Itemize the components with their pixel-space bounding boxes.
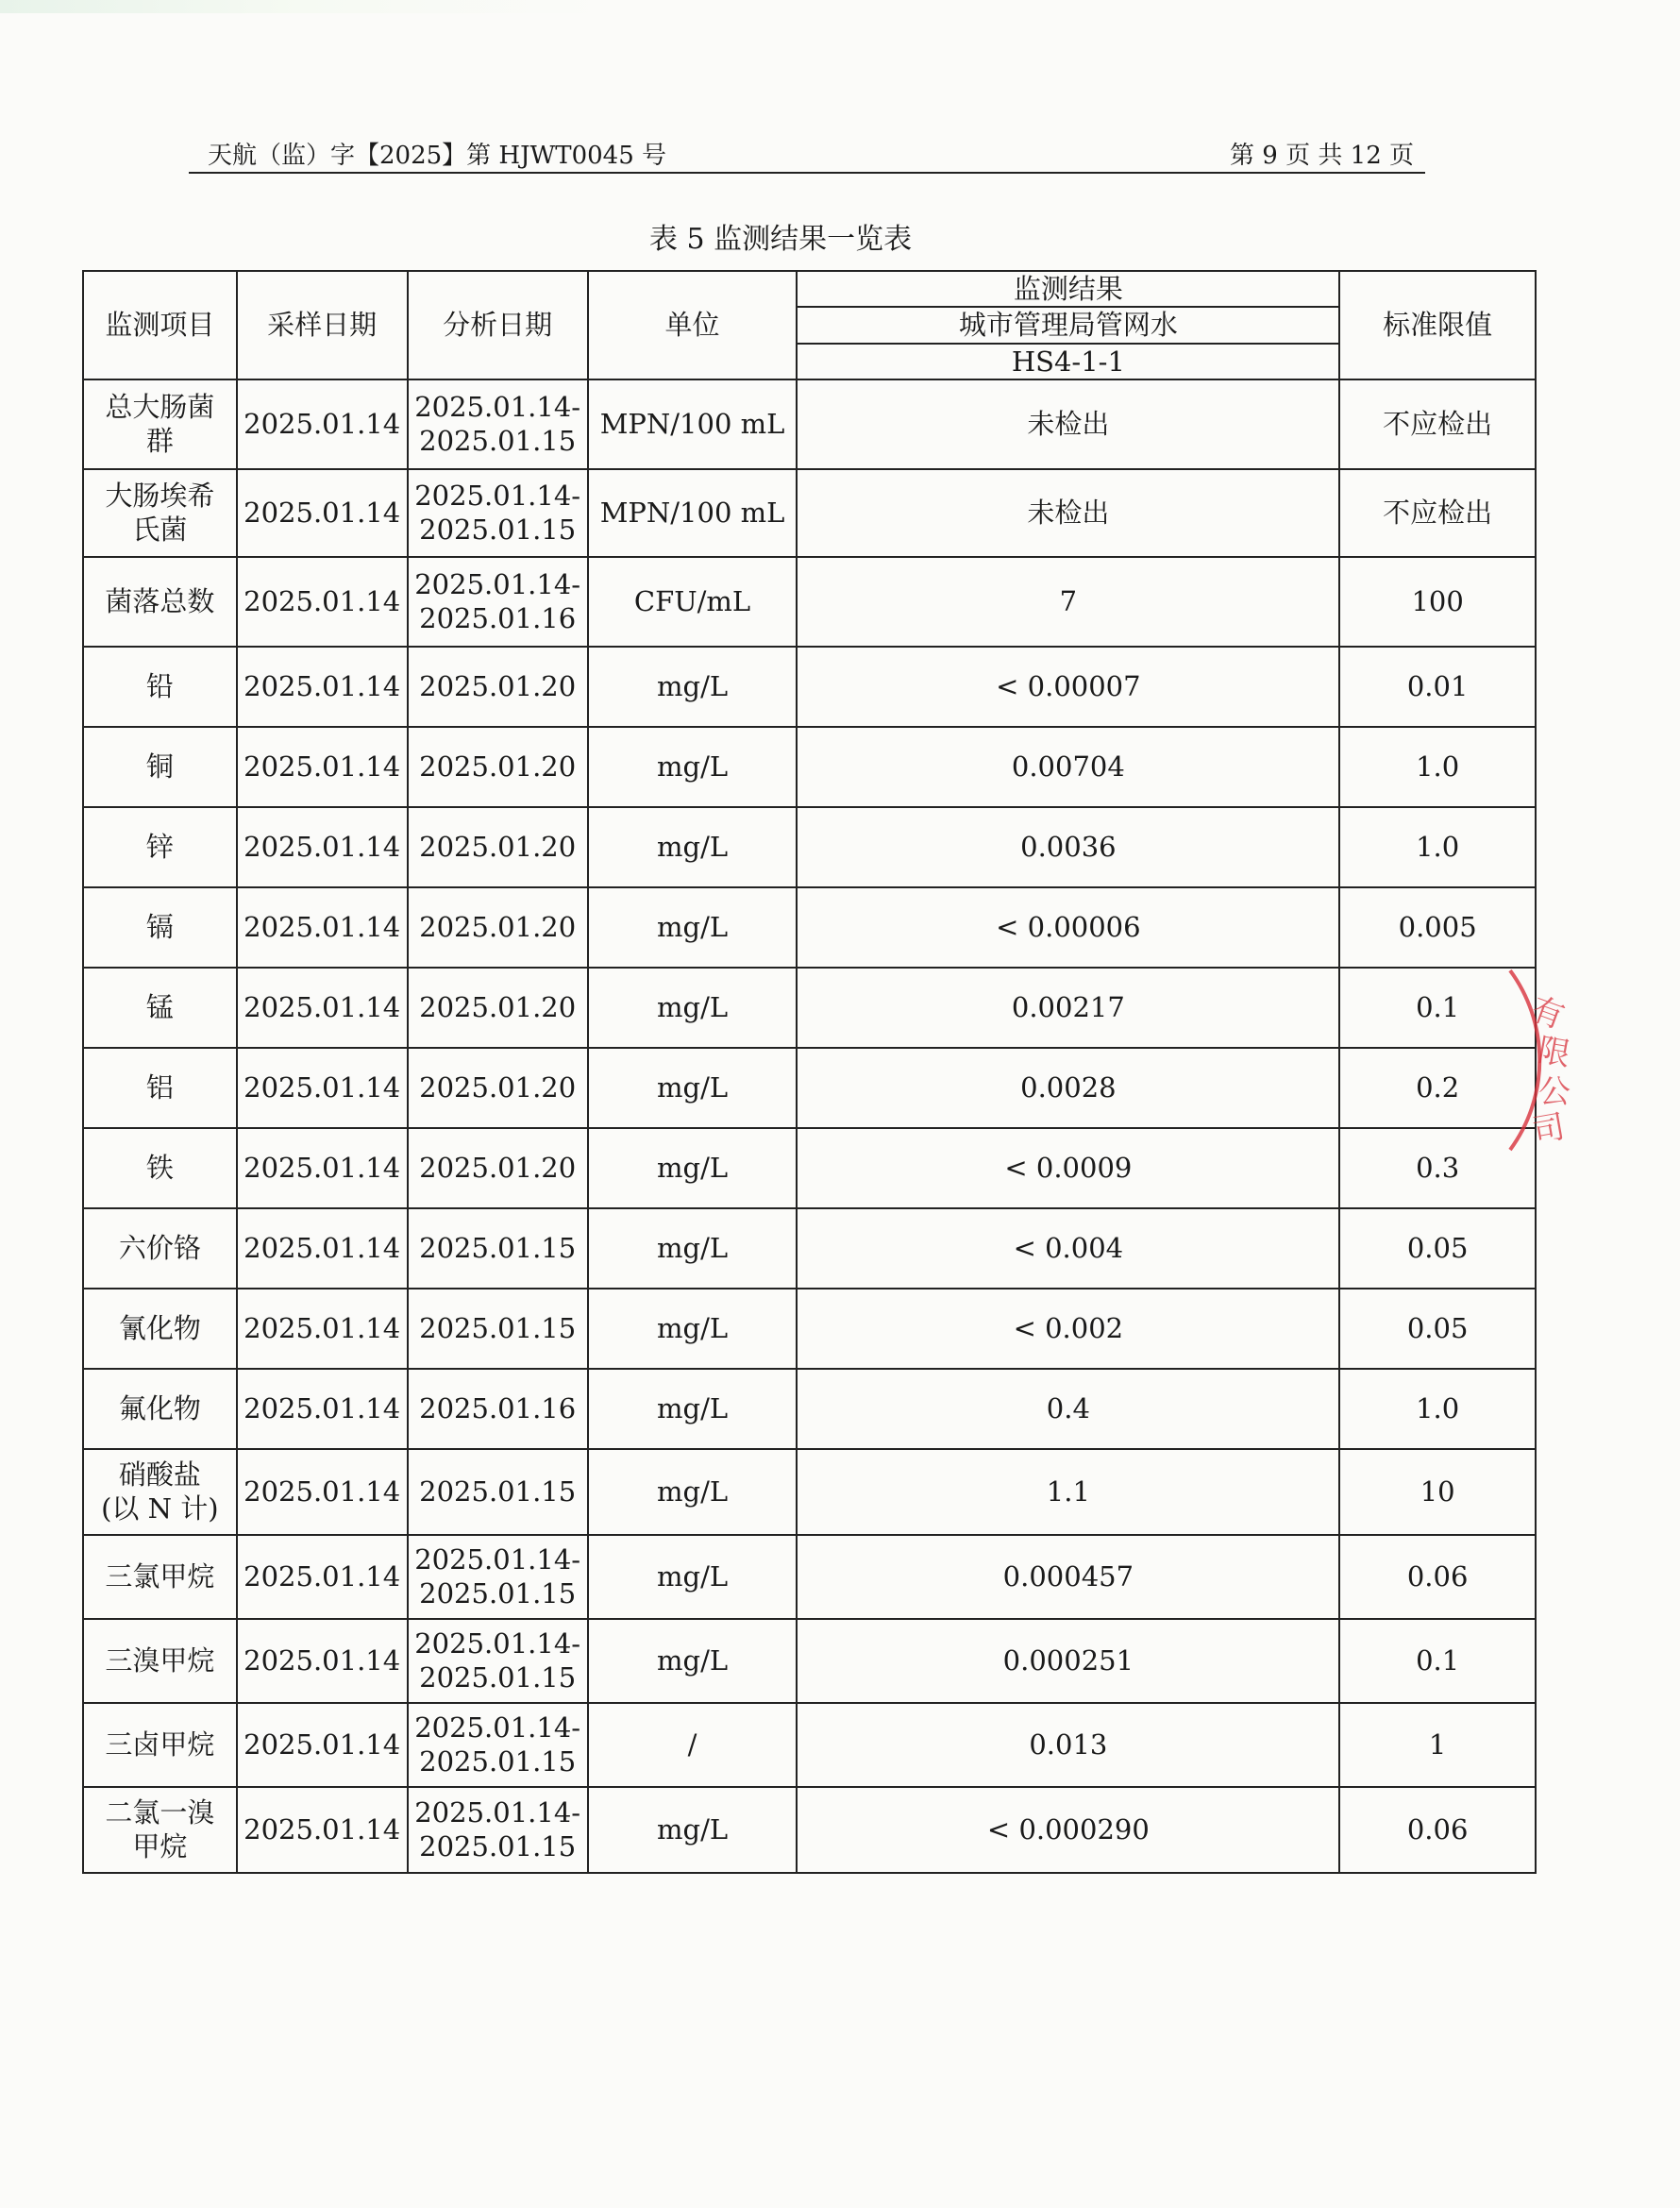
cell-item: 硝酸盐 (以 N 计) (83, 1449, 237, 1535)
table-body (83, 379, 1536, 1873)
cell-unit: mg/L (588, 887, 798, 968)
cell-limit: 10 (1339, 1449, 1536, 1535)
cell-item: 菌落总数 (83, 557, 237, 647)
cell-limit: 0.2 (1339, 1048, 1536, 1128)
cell-unit: CFU/mL (588, 557, 798, 647)
cell-analysis-date: 2025.01.15 (408, 1208, 588, 1289)
cell-result: 未检出 (797, 469, 1339, 557)
cell-unit: mg/L (588, 727, 798, 807)
cell-limit: 1 (1339, 1703, 1536, 1787)
cell-unit: mg/L (588, 1208, 798, 1289)
cell-result: < 0.00006 (797, 887, 1339, 968)
page-info: 第 9 页 共 12 页 (1230, 142, 1414, 170)
report-number: 天航（监）字【2025】第 HJWT0045 号 (208, 142, 667, 170)
table-row (83, 1289, 1536, 1369)
header-unit: 单位 (588, 271, 798, 379)
cell-limit: 0.01 (1339, 647, 1536, 727)
cell-analysis-date: 2025.01.14- 2025.01.15 (408, 469, 588, 557)
results-table (82, 270, 1537, 1874)
cell-analysis-date: 2025.01.20 (408, 727, 588, 807)
cell-item: 三卤甲烷 (83, 1703, 237, 1787)
page-header (189, 132, 1425, 174)
cell-result: 0.013 (797, 1703, 1339, 1787)
cell-result: 1.1 (797, 1449, 1339, 1535)
cell-limit: 1.0 (1339, 807, 1536, 887)
cell-result: < 0.000290 (797, 1787, 1339, 1873)
cell-limit: 0.005 (1339, 887, 1536, 968)
cell-limit: 0.3 (1339, 1128, 1536, 1208)
cell-limit: 1.0 (1339, 727, 1536, 807)
cell-analysis-date: 2025.01.20 (408, 1048, 588, 1128)
header-limit: 标准限值 (1339, 271, 1536, 379)
cell-result: 0.000251 (797, 1619, 1339, 1703)
cell-limit: 0.05 (1339, 1208, 1536, 1289)
cell-limit: 0.06 (1339, 1787, 1536, 1873)
cell-sampling-date: 2025.01.14 (237, 887, 408, 968)
cell-sampling-date: 2025.01.14 (237, 1535, 408, 1619)
table-row (83, 727, 1536, 807)
cell-item: 六价铬 (83, 1208, 237, 1289)
cell-result: 0.0028 (797, 1048, 1339, 1128)
header-sample-type: 城市管理局管网水 (797, 307, 1339, 343)
cell-sampling-date: 2025.01.14 (237, 807, 408, 887)
header-sample-code: HS4-1-1 (797, 344, 1339, 379)
cell-result: < 0.00007 (797, 647, 1339, 727)
cell-analysis-date: 2025.01.20 (408, 647, 588, 727)
cell-analysis-date: 2025.01.14- 2025.01.15 (408, 1619, 588, 1703)
cell-result: < 0.004 (797, 1208, 1339, 1289)
cell-sampling-date: 2025.01.14 (237, 1048, 408, 1128)
cell-analysis-date: 2025.01.14- 2025.01.15 (408, 379, 588, 469)
cell-item: 大肠埃希 氏菌 (83, 469, 237, 557)
cell-sampling-date: 2025.01.14 (237, 1449, 408, 1535)
table-row (83, 1787, 1536, 1873)
cell-result: 7 (797, 557, 1339, 647)
cell-result: 0.0036 (797, 807, 1339, 887)
table-caption: 表 5 监测结果一览表 (648, 223, 913, 256)
cell-unit: MPN/100 mL (588, 469, 798, 557)
cell-unit: mg/L (588, 1369, 798, 1449)
cell-unit: mg/L (588, 968, 798, 1048)
cell-limit: 不应检出 (1339, 469, 1536, 557)
cell-item: 铜 (83, 727, 237, 807)
table-row (83, 1128, 1536, 1208)
cell-sampling-date: 2025.01.14 (237, 1369, 408, 1449)
cell-item: 锰 (83, 968, 237, 1048)
cell-item: 氟化物 (83, 1369, 237, 1449)
cell-item: 铅 (83, 647, 237, 727)
svg-text:限: 限 (1535, 1031, 1573, 1074)
cell-unit: mg/L (588, 807, 798, 887)
cell-analysis-date: 2025.01.15 (408, 1289, 588, 1369)
cell-item: 铝 (83, 1048, 237, 1128)
table-row (83, 1369, 1536, 1449)
cell-unit: mg/L (588, 1619, 798, 1703)
cell-limit: 0.05 (1339, 1289, 1536, 1369)
cell-analysis-date: 2025.01.14- 2025.01.15 (408, 1703, 588, 1787)
header-analysis-date: 分析日期 (408, 271, 588, 379)
cell-sampling-date: 2025.01.14 (237, 1619, 408, 1703)
cell-analysis-date: 2025.01.20 (408, 968, 588, 1048)
cell-limit: 0.1 (1339, 968, 1536, 1048)
cell-unit: mg/L (588, 1048, 798, 1128)
table-row (83, 887, 1536, 968)
cell-item: 氰化物 (83, 1289, 237, 1369)
cell-result: 0.000457 (797, 1535, 1339, 1619)
cell-limit: 不应检出 (1339, 379, 1536, 469)
cell-sampling-date: 2025.01.14 (237, 1787, 408, 1873)
table-row (83, 379, 1536, 469)
cell-unit: mg/L (588, 647, 798, 727)
cell-limit: 0.06 (1339, 1535, 1536, 1619)
cell-analysis-date: 2025.01.20 (408, 887, 588, 968)
cell-item: 铁 (83, 1128, 237, 1208)
cell-item: 镉 (83, 887, 237, 968)
cell-unit: mg/L (588, 1128, 798, 1208)
cell-result: < 0.0009 (797, 1128, 1339, 1208)
svg-text:公: 公 (1538, 1073, 1571, 1111)
cell-limit: 100 (1339, 557, 1536, 647)
cell-sampling-date: 2025.01.14 (237, 968, 408, 1048)
table-row (83, 1703, 1536, 1787)
cell-analysis-date: 2025.01.14- 2025.01.15 (408, 1787, 588, 1873)
cell-sampling-date: 2025.01.14 (237, 1703, 408, 1787)
header-item: 监测项目 (83, 271, 237, 379)
table-row (83, 1619, 1536, 1703)
cell-analysis-date: 2025.01.16 (408, 1369, 588, 1449)
cell-analysis-date: 2025.01.20 (408, 1128, 588, 1208)
table-row (83, 1048, 1536, 1128)
cell-sampling-date: 2025.01.14 (237, 557, 408, 647)
cell-limit: 1.0 (1339, 1369, 1536, 1449)
cell-item: 三氯甲烷 (83, 1535, 237, 1619)
cell-sampling-date: 2025.01.14 (237, 1289, 408, 1369)
table-row (83, 1449, 1536, 1535)
cell-unit: mg/L (588, 1289, 798, 1369)
cell-result: 未检出 (797, 379, 1339, 469)
svg-text:有: 有 (1525, 989, 1570, 1037)
cell-unit: mg/L (588, 1449, 798, 1535)
cell-item: 三溴甲烷 (83, 1619, 237, 1703)
scan-edge (0, 0, 604, 13)
cell-sampling-date: 2025.01.14 (237, 1208, 408, 1289)
cell-analysis-date: 2025.01.14- 2025.01.16 (408, 557, 588, 647)
svg-text:司: 司 (1529, 1107, 1569, 1151)
cell-limit: 0.1 (1339, 1619, 1536, 1703)
cell-unit: mg/L (588, 1535, 798, 1619)
table-row (83, 1208, 1536, 1289)
cell-item: 二氯一溴 甲烷 (83, 1787, 237, 1873)
table-row (83, 1535, 1536, 1619)
cell-sampling-date: 2025.01.14 (237, 727, 408, 807)
cell-analysis-date: 2025.01.15 (408, 1449, 588, 1535)
cell-unit: MPN/100 mL (588, 379, 798, 469)
cell-item: 总大肠菌 群 (83, 379, 237, 469)
table-row (83, 807, 1536, 887)
header-result: 监测结果 (797, 271, 1339, 307)
cell-item: 锌 (83, 807, 237, 887)
cell-result: 0.00217 (797, 968, 1339, 1048)
cell-sampling-date: 2025.01.14 (237, 469, 408, 557)
cell-sampling-date: 2025.01.14 (237, 379, 408, 469)
table-row (83, 647, 1536, 727)
cell-unit: / (588, 1703, 798, 1787)
cell-sampling-date: 2025.01.14 (237, 647, 408, 727)
cell-result: < 0.002 (797, 1289, 1339, 1369)
table-row (83, 968, 1536, 1048)
header-sampling-date: 采样日期 (237, 271, 408, 379)
cell-sampling-date: 2025.01.14 (237, 1128, 408, 1208)
company-seal (1491, 933, 1680, 1178)
cell-unit: mg/L (588, 1787, 798, 1873)
cell-result: 0.00704 (797, 727, 1339, 807)
table-row (83, 557, 1536, 647)
table-row (83, 469, 1536, 557)
cell-analysis-date: 2025.01.20 (408, 807, 588, 887)
cell-result: 0.4 (797, 1369, 1339, 1449)
cell-analysis-date: 2025.01.14- 2025.01.15 (408, 1535, 588, 1619)
